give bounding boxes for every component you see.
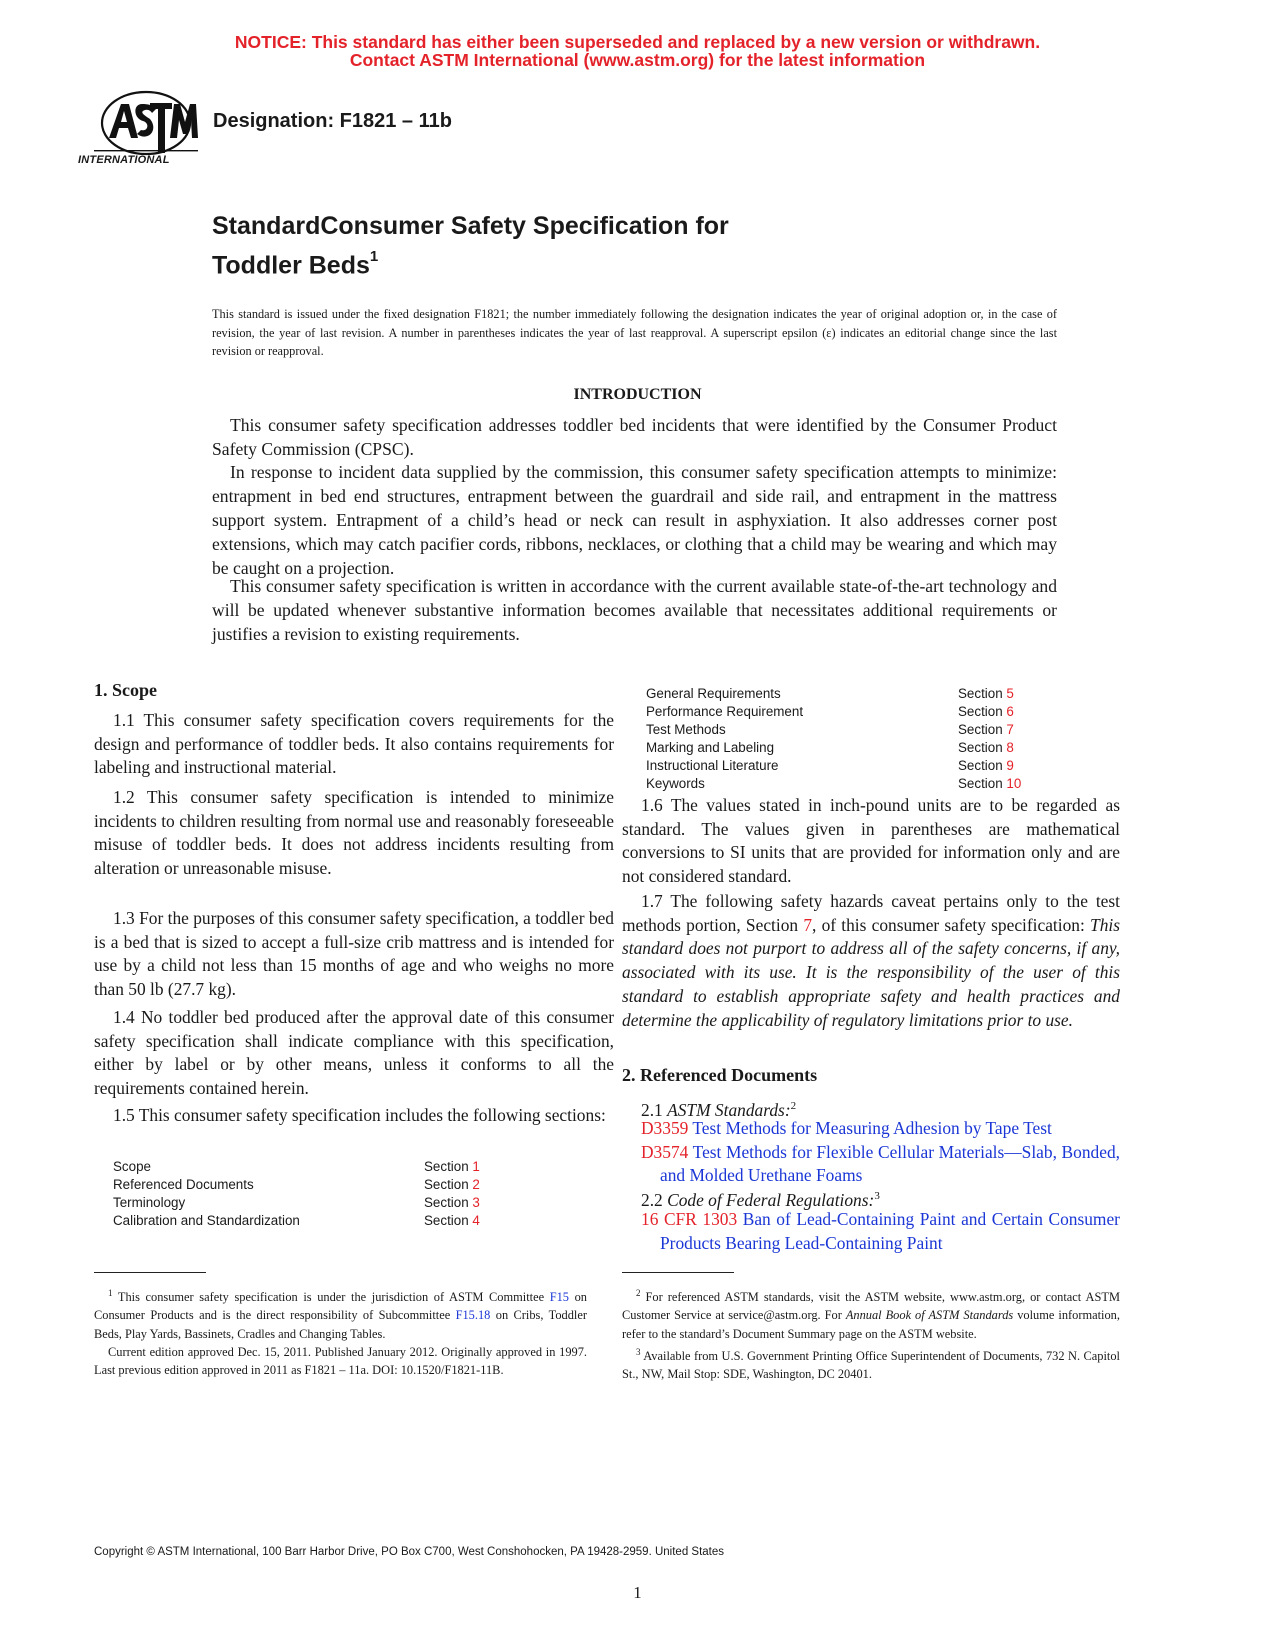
section-list-row xyxy=(113,1176,513,1194)
page-number: 1 xyxy=(633,1583,642,1602)
section-name: General Requirements xyxy=(646,686,781,701)
cfr-references xyxy=(641,1208,1120,1255)
section-list-row xyxy=(646,739,1046,757)
footnote-1: $^1$ This consumer safety specification is under the jurisdiction of ASTM Committee F15 on Consumer Products and is the direct responsibility of Subcommittee F15.18 on Cribs, Toddler Beds, Play Yards, Bassinets, Cradles and Changing Tables. Current edition approved Dec. 15, 2011. Published January 2012. Originally approved in 1997. Last previous edition approved in 2011 as F1821 – 11a. DOI: 10.1520/F1821-11B. xyxy=(94,1284,587,1380)
section-name: Performance Requirement xyxy=(646,704,804,719)
section-number-link[interactable]: 6 xyxy=(1006,704,1014,719)
section-list-row xyxy=(646,703,1046,721)
intro-paragraph: This consumer safety specification addresses toddler bed incidents that were identified by the Consumer Product Safety Commission (CPSC). xyxy=(212,415,1057,459)
section-name: Referenced Documents xyxy=(113,1177,254,1192)
section-number-link[interactable]: 9 xyxy=(1006,758,1014,773)
section-number-link[interactable]: 2 xyxy=(472,1177,480,1192)
section-name: Calibration and Standardization xyxy=(113,1213,300,1228)
section-1-3: 1.3 For the purposes of this consumer safety specification, a toddler bed is a bed that is sized to accept a full-size crib mattress and is intended for use by a child not less than 15 months of age and who weighs no more than 50 lb (27.7 kg). xyxy=(94,908,614,1000)
section-label: Section xyxy=(958,686,1003,701)
issuance-note: This standard is issued under the fixed designation F1821; the number immediately following the designation indicates the year of original adoption or, in the case of revision, the year of last revision. A number in parentheses indicates the year of last reapproval. A superscript epsilon (ε) indicates an editorial change since the last revision or reapproval. xyxy=(212,307,1057,358)
subcommittee-f15-18-link[interactable]: F15.18 xyxy=(455,1308,491,1323)
section-label: Section xyxy=(424,1195,469,1210)
section-ref xyxy=(958,703,1014,721)
notice-line-1: NOTICE: This standard has either been superseded and replaced by a new version or withdrawn. xyxy=(234,32,1041,52)
copyright-line: Copyright © ASTM International, 100 Barr Harbor Drive, PO Box C700, West Conshohocken, PA 19428-2959. United States xyxy=(94,1546,725,1558)
footnote-1-mark: 1 xyxy=(108,1288,113,1298)
section-list-row xyxy=(646,721,1046,739)
section-number-link[interactable]: 8 xyxy=(1006,740,1014,755)
reference-item xyxy=(641,1208,1120,1255)
section-label: Section xyxy=(958,704,1003,719)
footnote-2: $^2$ For referenced ASTM standards, visit the ASTM website, www.astm.org, or contact ASTM Customer Service at service@astm.org. For Annual Book of ASTM Standards volume information, refer to the standard’s Document Summary page on the ASTM website. $^3$ Available from U.S. Government Printing Office Superintendent of Documents, 732 N. Capitol St., NW, Mail Stop: SDE, Washington, DC 20401. xyxy=(622,1284,1120,1384)
reference-code-link[interactable]: D3359 xyxy=(641,1118,689,1138)
logo-caption: INTERNATIONAL xyxy=(78,154,170,166)
section-label: Section xyxy=(424,1159,469,1174)
section-ref xyxy=(424,1176,480,1194)
section-label: Section xyxy=(958,722,1003,737)
section-number-link[interactable]: 7 xyxy=(1006,722,1014,737)
section-7-link[interactable]: 7 xyxy=(803,914,813,935)
section-ref xyxy=(958,757,1014,775)
section-list-row xyxy=(113,1212,513,1230)
section-label: Section xyxy=(424,1213,469,1228)
section-ref xyxy=(958,721,1014,739)
reference-title-link[interactable]: Test Methods for Measuring Adhesion by Tape Test xyxy=(692,1118,1052,1138)
section-list-row xyxy=(646,685,1046,703)
title-line-2: Toddler Beds xyxy=(212,251,370,280)
reference-title-link[interactable]: Ban of Lead-Containing Paint and Certain Consumer Products Bearing Lead-Containing Paint xyxy=(660,1209,1120,1253)
section-number-link[interactable]: 4 xyxy=(472,1213,480,1228)
title-line-1: StandardConsumer Safety Specification for xyxy=(212,212,729,240)
intro-paragraph: In response to incident data supplied by the commission, this consumer safety specification attempts to minimize: entrapment in bed end structures, entrapment between the guardrail and side rail, and entrapment in the mattress support system. Entrapment of a child’s head or neck can result in asphyxiation. It also addresses corner post extensions, which may catch pacifier cords, ribbons, necklaces, or clothing that a child may be wearing and which may be caught on a projection. xyxy=(212,462,1057,578)
section-list-row xyxy=(113,1158,513,1176)
section-name: Keywords xyxy=(646,776,705,791)
section-1-2: 1.2 This consumer safety specification is intended to minimize incidents to children resulting from normal use and reasonably foreseeable misuse of toddler beds. It does not address incidents resulting from alteration or unreasonable misuse. xyxy=(94,787,614,879)
astm-logo xyxy=(78,90,202,174)
astm-references xyxy=(641,1117,1120,1188)
document-title xyxy=(212,210,729,282)
footnote-divider xyxy=(94,1272,206,1273)
section-list-row xyxy=(113,1194,513,1212)
committee-f15-link[interactable]: F15 xyxy=(549,1290,569,1305)
section-1-1: 1.1 This consumer safety specification covers requirements for the design and performance of toddler beds. It also contains requirements for labeling and instructional material. xyxy=(94,710,614,778)
referenced-documents-heading: 2. Referenced Documents xyxy=(622,1065,818,1085)
section-list-row xyxy=(646,757,1046,775)
section-name: Test Methods xyxy=(646,722,726,737)
footnote-divider xyxy=(622,1272,734,1273)
section-number-link[interactable]: 1 xyxy=(472,1159,480,1174)
section-2-1: 2.1 ASTM Standards:$^2$ xyxy=(641,1099,797,1120)
scope-heading: 1. Scope xyxy=(94,680,157,700)
reference-code-link[interactable]: 16 CFR 1303 xyxy=(641,1209,738,1229)
section-label: Section xyxy=(958,740,1003,755)
section-2-2: 2.2 Code of Federal Regulations:$^3$ xyxy=(641,1189,880,1210)
title-footnote-mark[interactable]: 1 xyxy=(369,248,379,265)
section-ref xyxy=(958,739,1014,757)
section-label: Section xyxy=(958,776,1003,791)
section-name: Marking and Labeling xyxy=(646,740,775,755)
section-ref xyxy=(424,1212,480,1230)
sections-list xyxy=(646,685,1046,793)
section-number-link[interactable]: 3 xyxy=(472,1195,480,1210)
section-list-row xyxy=(646,775,1046,793)
sections-list xyxy=(113,1158,513,1230)
section-ref xyxy=(424,1194,480,1212)
section-name: Terminology xyxy=(113,1195,186,1210)
reference-item xyxy=(641,1141,1120,1188)
section-ref xyxy=(958,685,1014,703)
section-label: Section xyxy=(958,758,1003,773)
section-number-link[interactable]: 5 xyxy=(1006,686,1014,701)
footnote-3: $^3$ Available from U.S. Government Printing Office Superintendent of Documents, 732 N. Capitol St., NW, Mail Stop: SDE, Washington, DC 20401. xyxy=(622,1347,1120,1382)
section-name: Scope xyxy=(113,1159,151,1174)
section-ref xyxy=(958,775,1021,793)
reference-code-link[interactable]: D3574 xyxy=(641,1141,689,1162)
notice-line-2: Contact ASTM International (www.astm.org) for the latest information xyxy=(349,50,926,70)
designation: Designation: F1821 – 11b xyxy=(213,110,452,132)
section-number-link[interactable]: 10 xyxy=(1006,776,1022,791)
section-1-5: 1.5 This consumer safety specification includes the following sections: xyxy=(113,1105,606,1125)
reference-item xyxy=(641,1117,1120,1141)
intro-paragraph: This consumer safety specification is written in accordance with the current available state-of-the-art technology and will be updated whenever substantive information becomes available that necessitates additional requirements or justifies a revision to existing requirements. xyxy=(212,576,1057,644)
section-1-4: 1.4 No toddler bed produced after the approval date of this consumer safety specification shall indicate compliance with this specification, either by label or by other means, unless it conforms to all the requirements contained herein. xyxy=(94,1007,614,1099)
withdrawn-notice xyxy=(0,33,1275,69)
footnote-1-edition: Current edition approved Dec. 15, 2011. Published January 2012. Originally approved in 1997. Last previous edition approved in 2011 as F1821 – 11a. DOI: 10.1520/F1821-11B. xyxy=(94,1345,587,1378)
reference-title-link[interactable]: Test Methods for Flexible Cellular Materials—Slab, Bonded, and Molded Urethane Foams xyxy=(660,1141,1120,1186)
section-1-6: 1.6 The values stated in inch-pound units are to be regarded as standard. The values given in parentheses are mathematical conversions to SI units that are provided for information only and are not considered standard. xyxy=(622,795,1120,887)
section-label: Section xyxy=(424,1177,469,1192)
section-ref xyxy=(424,1158,480,1176)
introduction-heading: INTRODUCTION xyxy=(573,386,702,403)
section-1-7: 1.7 The following safety hazards caveat pertains only to the test methods portion, Section 7, of this consumer safety specification: This standard does not purport to address all of the safety concerns, if any, associated with its use. It is the responsibility of the user of this standard to establish appropriate safety and health practices and determine the applicability of regulatory limitations prior to use. xyxy=(622,891,1120,1030)
section-name: Instructional Literature xyxy=(646,758,779,773)
